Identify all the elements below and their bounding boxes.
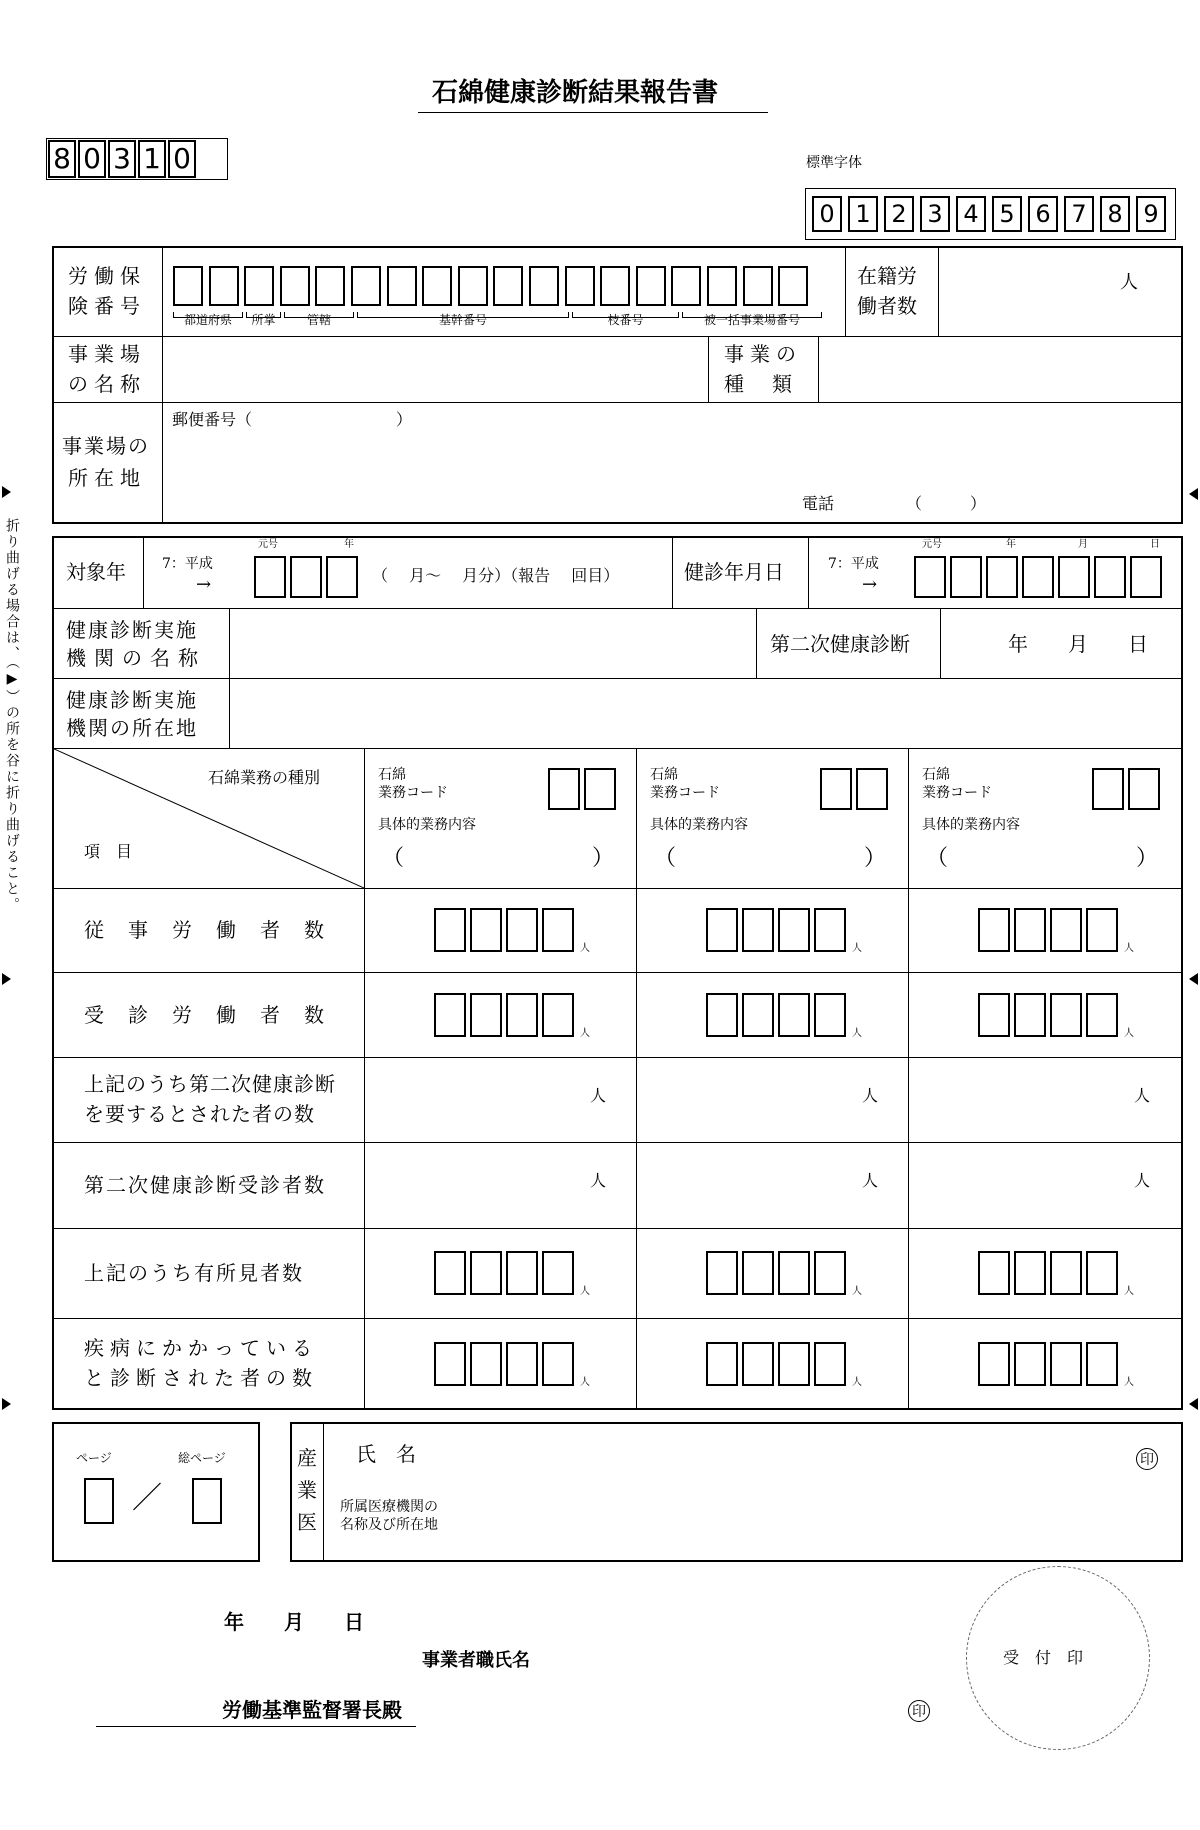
insurance-sub-label: 基幹番号 xyxy=(438,313,487,327)
work-code-digit-box[interactable] xyxy=(856,768,888,810)
exam-date-digit-box[interactable] xyxy=(986,556,1018,598)
fold-marker-right xyxy=(1189,488,1198,500)
count-digit-box[interactable] xyxy=(742,993,774,1037)
insurance-digit-box[interactable] xyxy=(636,266,666,306)
paren-open: （ xyxy=(926,846,949,871)
divider xyxy=(364,748,365,1410)
count-digit-box[interactable] xyxy=(1050,908,1082,952)
count-digit-box[interactable] xyxy=(1086,1342,1118,1386)
unit-person: 人 xyxy=(1124,1377,1134,1388)
work-detail-input[interactable] xyxy=(952,844,1132,876)
divider xyxy=(52,1318,1183,1319)
year-small: 年 xyxy=(1006,539,1016,550)
work-code-digit-box[interactable] xyxy=(548,768,580,810)
count-digit-box[interactable] xyxy=(778,1251,810,1295)
enrolled-workers-label: 在籍労 xyxy=(857,264,917,288)
standard-digit: 6 xyxy=(1028,196,1058,232)
work-detail-input[interactable] xyxy=(408,844,588,876)
work-code-label: 石綿 xyxy=(378,767,406,783)
work-code-label: 業務コード xyxy=(650,785,720,801)
count-digit-box[interactable] xyxy=(978,908,1010,952)
insurance-digit-box[interactable] xyxy=(493,266,523,306)
insurance-digit-box[interactable] xyxy=(600,266,630,306)
facility-name-input[interactable] xyxy=(231,610,754,676)
insurance-number-label: 労働保 xyxy=(68,264,146,288)
count-digit-box[interactable] xyxy=(778,1342,810,1386)
workplace-location-label: 事業場の xyxy=(62,434,150,458)
insurance-digit-box[interactable] xyxy=(209,266,239,306)
work-detail-input[interactable] xyxy=(680,844,860,876)
row-label: 受 診 労 働 者 数 xyxy=(84,1002,326,1027)
count-digit-box[interactable] xyxy=(506,908,538,952)
count-digit-box[interactable] xyxy=(506,993,538,1037)
fold-marker-left xyxy=(2,973,11,985)
count-digit-box[interactable] xyxy=(706,1342,738,1386)
row-label: 疾病にかかっている xyxy=(84,1336,318,1360)
work-code-label: 業務コード xyxy=(922,785,992,801)
work-code-digit-box[interactable] xyxy=(820,768,852,810)
unit-person: 人 xyxy=(862,1171,879,1190)
item-header: 項 目 xyxy=(84,842,133,861)
count-digit-box[interactable] xyxy=(470,908,502,952)
affiliation-input[interactable] xyxy=(470,1496,1170,1548)
unit-person: 人 xyxy=(1134,1085,1151,1105)
standard-digit: 9 xyxy=(1136,196,1166,232)
workplace-name-label: の名称 xyxy=(68,372,146,396)
affiliation-label: 所属医療機関の xyxy=(340,1499,438,1515)
postal-code-field[interactable]: 郵便番号（ ） xyxy=(172,410,413,429)
paren-close: ） xyxy=(1136,846,1159,871)
facility-address-label: 機関の所在地 xyxy=(66,716,198,740)
insurance-sub-label: 所掌 xyxy=(251,313,276,327)
facility-name-label: 健康診断実施 xyxy=(66,618,198,642)
era-note: 7：平成 xyxy=(828,556,879,572)
count-digit-box[interactable] xyxy=(542,1251,574,1295)
business-type-input[interactable] xyxy=(820,338,1180,400)
day-small: 日 xyxy=(1150,539,1160,550)
work-code-label: 業務コード xyxy=(378,785,448,801)
count-digit-box[interactable] xyxy=(542,908,574,952)
standard-digit: 7 xyxy=(1064,196,1094,232)
paren-close: ） xyxy=(864,846,887,871)
exam-date-label: 健診年月日 xyxy=(684,560,784,584)
insurance-digit-box[interactable] xyxy=(458,266,488,306)
insurance-digit-box[interactable] xyxy=(671,266,701,306)
unit-person: 人 xyxy=(580,1027,590,1039)
divider xyxy=(323,1422,324,1562)
unit-person: 人 xyxy=(1124,943,1134,954)
receipt-stamp-label: 受 付 印 xyxy=(1003,1648,1084,1667)
work-code-label: 石綿 xyxy=(650,767,678,783)
count-digit-box[interactable] xyxy=(1014,1342,1046,1386)
count-digit-box[interactable] xyxy=(434,1342,466,1386)
insurance-digit-box[interactable] xyxy=(244,266,274,306)
exam-date-digit-box[interactable] xyxy=(1094,556,1126,598)
unit-person: 人 xyxy=(580,1286,590,1297)
doctor-label: 業 xyxy=(297,1478,317,1502)
count-digit-box[interactable] xyxy=(742,908,774,952)
divider xyxy=(52,1057,1183,1058)
insurance-digit-box[interactable] xyxy=(707,266,737,306)
unit-person: 人 xyxy=(1134,1171,1151,1190)
divider xyxy=(940,608,941,678)
total-pages-input[interactable] xyxy=(192,1478,222,1524)
unit-person: 人 xyxy=(580,1377,590,1388)
count-digit-box[interactable] xyxy=(434,993,466,1037)
paren-open: （ xyxy=(382,846,405,871)
form-code-digit: 8 xyxy=(48,140,76,178)
facility-address-label: 健康診断実施 xyxy=(66,688,198,712)
count-digit-box[interactable] xyxy=(1086,1251,1118,1295)
count-digit-box[interactable] xyxy=(978,1251,1010,1295)
row-label: 従 事 労 働 者 数 xyxy=(84,918,326,942)
target-year-label: 対象年 xyxy=(66,560,126,584)
count-input[interactable] xyxy=(374,1152,594,1218)
divider xyxy=(143,536,144,608)
unit-person: 人 xyxy=(852,1377,862,1388)
insurance-digit-box[interactable] xyxy=(173,266,203,306)
row-label: と診断された者の数 xyxy=(84,1366,318,1390)
insurance-digit-box[interactable] xyxy=(422,266,452,306)
insurance-digit-box[interactable] xyxy=(351,266,381,306)
count-digit-box[interactable] xyxy=(978,1342,1010,1386)
divider xyxy=(845,246,846,336)
insurance-digit-box[interactable] xyxy=(529,266,559,306)
count-digit-box[interactable] xyxy=(1086,908,1118,952)
divider xyxy=(708,336,709,402)
workplace-name-label: 事業場 xyxy=(68,342,146,366)
count-digit-box[interactable] xyxy=(1050,1251,1082,1295)
fold-marker-right xyxy=(1189,1398,1198,1410)
work-code-digit-box[interactable] xyxy=(1128,768,1160,810)
count-input[interactable] xyxy=(918,1152,1128,1218)
work-detail-label: 具体的業務内容 xyxy=(922,817,1020,833)
form-code-digit: 1 xyxy=(138,140,166,178)
insurance-number-label: 険番号 xyxy=(68,294,146,318)
era-arrow: → xyxy=(196,574,212,595)
count-digit-box[interactable] xyxy=(1014,1251,1046,1295)
seal-mark: 印 xyxy=(1136,1448,1158,1470)
work-code-digit-box[interactable] xyxy=(1092,768,1124,810)
exam-date-digit-box[interactable] xyxy=(950,556,982,598)
month-small: 月 xyxy=(1078,539,1088,550)
divider xyxy=(52,608,1183,609)
page-label: ページ xyxy=(76,1451,112,1465)
page-number-input[interactable] xyxy=(84,1478,114,1524)
business-type-label: 種 類 xyxy=(724,372,796,396)
count-digit-box[interactable] xyxy=(742,1251,774,1295)
addressee-underline xyxy=(96,1726,416,1727)
enrolled-workers-input[interactable] xyxy=(940,248,1115,334)
standard-digit: 4 xyxy=(956,196,986,232)
form-code-digit: 0 xyxy=(78,140,106,178)
employer-seal-mark: 印 xyxy=(908,1700,930,1722)
unit-person: 人 xyxy=(1124,1286,1134,1297)
count-digit-box[interactable] xyxy=(814,1251,846,1295)
standard-digit: 2 xyxy=(884,196,914,232)
work-code-digit-box[interactable] xyxy=(584,768,616,810)
unit-person: 人 xyxy=(590,1171,607,1190)
doctor-name-label: 氏 名 xyxy=(356,1442,416,1466)
divider xyxy=(229,608,230,748)
exam-date-digit-box[interactable] xyxy=(914,556,946,598)
count-digit-box[interactable] xyxy=(1086,993,1118,1037)
count-input[interactable] xyxy=(646,1067,866,1132)
divider xyxy=(52,972,1183,973)
insurance-digit-box[interactable] xyxy=(280,266,310,306)
count-digit-box[interactable] xyxy=(1050,1342,1082,1386)
count-input[interactable] xyxy=(374,1067,594,1132)
business-type-label: 事業の xyxy=(724,342,802,366)
work-code-label: 石綿 xyxy=(922,767,950,783)
count-digit-box[interactable] xyxy=(470,993,502,1037)
standard-font-label: 標準字体 xyxy=(806,155,862,171)
second-exam-label: 第二次健康診断 xyxy=(770,632,910,656)
unit-person: 人 xyxy=(580,943,590,954)
divider xyxy=(162,246,163,524)
insurance-digit-box[interactable] xyxy=(743,266,773,306)
page-slash: ／ xyxy=(132,1481,162,1516)
count-digit-box[interactable] xyxy=(706,1251,738,1295)
affiliation-label: 名称及び所在地 xyxy=(340,1517,438,1533)
divider xyxy=(52,678,1183,679)
row-label: 上記のうち有所見者数 xyxy=(84,1261,304,1285)
insurance-digit-box[interactable] xyxy=(315,266,345,306)
year-small: 年 xyxy=(344,539,354,550)
divider xyxy=(938,246,939,336)
unit-person: 人 xyxy=(852,943,862,954)
count-digit-box[interactable] xyxy=(542,1342,574,1386)
count-digit-box[interactable] xyxy=(506,1251,538,1295)
employer-name-label: 事業者職氏名 xyxy=(422,1650,530,1671)
insurance-digit-box[interactable] xyxy=(387,266,417,306)
row-label: 上記のうち第二次健康診断 xyxy=(84,1071,336,1096)
target-year-digit-box[interactable] xyxy=(290,556,322,598)
second-exam-date[interactable]: 年 月 日 xyxy=(1008,632,1148,656)
insurance-sub-label: 枝番号 xyxy=(607,313,644,327)
title-underline xyxy=(418,112,768,113)
standard-digit: 1 xyxy=(848,196,878,232)
enrolled-workers-label: 働者数 xyxy=(857,294,917,318)
standard-digit: 5 xyxy=(992,196,1022,232)
form-code-frame xyxy=(46,138,228,180)
paren-close: ） xyxy=(592,846,615,871)
total-pages-label: 総ページ xyxy=(178,1451,226,1465)
insurance-sub-label: 管轄 xyxy=(306,313,331,327)
fold-note: 折り曲げる場合は、（▶）の所を谷に折り曲げること。 xyxy=(4,518,20,913)
doctor-name-input[interactable] xyxy=(440,1436,1120,1472)
divider xyxy=(52,1142,1183,1143)
count-input[interactable] xyxy=(646,1152,866,1218)
facility-name-label: 機関の名称 xyxy=(66,646,206,670)
era-note: 7：平成 xyxy=(162,556,213,572)
standard-digit: 3 xyxy=(920,196,950,232)
era-small: 元号 xyxy=(922,539,942,550)
unit-person: 人 xyxy=(852,1027,862,1039)
count-digit-box[interactable] xyxy=(434,1251,466,1295)
report-date[interactable]: 年 月 日 xyxy=(224,1610,364,1634)
report-period[interactable]: （ 月～ 月分）（報告 回目） xyxy=(372,566,620,585)
divider xyxy=(818,336,819,402)
paren-open: （ xyxy=(654,846,677,871)
count-digit-box[interactable] xyxy=(706,993,738,1037)
facility-address-input[interactable] xyxy=(231,680,1181,746)
exam-date-digit-box[interactable] xyxy=(1130,556,1162,598)
count-digit-box[interactable] xyxy=(814,908,846,952)
fold-marker-right xyxy=(1189,973,1198,985)
work-detail-label: 具体的業務内容 xyxy=(378,817,476,833)
count-digit-box[interactable] xyxy=(506,1342,538,1386)
count-digit-box[interactable] xyxy=(434,908,466,952)
divider xyxy=(908,748,909,1410)
count-digit-box[interactable] xyxy=(778,993,810,1037)
count-digit-box[interactable] xyxy=(1014,993,1046,1037)
insurance-sub-label: 被一括事業場番号 xyxy=(703,313,800,327)
divider xyxy=(672,536,673,608)
divider xyxy=(52,402,1183,403)
era-arrow: → xyxy=(862,574,878,595)
count-digit-box[interactable] xyxy=(470,1342,502,1386)
exam-date-digit-box[interactable] xyxy=(1058,556,1090,598)
addressee: 労働基準監督署長殿 xyxy=(222,1698,402,1722)
era-small: 元号 xyxy=(258,539,278,550)
divider xyxy=(756,608,757,678)
count-digit-box[interactable] xyxy=(542,993,574,1037)
standard-digit: 8 xyxy=(1100,196,1130,232)
insurance-digit-box[interactable] xyxy=(565,266,595,306)
divider xyxy=(52,336,1183,337)
count-digit-box[interactable] xyxy=(814,993,846,1037)
standard-digit: 0 xyxy=(812,196,842,232)
count-input[interactable] xyxy=(918,1067,1128,1132)
work-detail-label: 具体的業務内容 xyxy=(650,817,748,833)
divider xyxy=(52,1228,1183,1229)
form-code-digit: 3 xyxy=(108,140,136,178)
insurance-sub-label: 都道府県 xyxy=(183,313,232,327)
fold-marker-left xyxy=(2,486,11,498)
target-year-digit-box[interactable] xyxy=(254,556,286,598)
insurance-digit-box[interactable] xyxy=(778,266,808,306)
count-digit-box[interactable] xyxy=(706,908,738,952)
work-type-header: 石綿業務の種別 xyxy=(208,768,321,787)
page-title: 石綿健康診断結果報告書 xyxy=(432,78,719,108)
count-digit-box[interactable] xyxy=(470,1251,502,1295)
employer-name-input[interactable] xyxy=(560,1646,890,1676)
doctor-label: 医 xyxy=(297,1510,317,1534)
exam-date-digit-box[interactable] xyxy=(1022,556,1054,598)
phone-field[interactable]: 電話 （ ） xyxy=(802,494,987,513)
count-digit-box[interactable] xyxy=(978,993,1010,1037)
count-digit-box[interactable] xyxy=(1014,908,1046,952)
row-label: を要するとされた者の数 xyxy=(84,1101,315,1126)
count-digit-box[interactable] xyxy=(814,1342,846,1386)
row-label: 第二次健康診断受診者数 xyxy=(84,1173,326,1197)
divider xyxy=(636,748,637,1410)
form-code-digit: 0 xyxy=(168,140,196,178)
count-digit-box[interactable] xyxy=(742,1342,774,1386)
unit-person: 人 xyxy=(852,1286,862,1297)
unit-person: 人 xyxy=(590,1085,607,1105)
unit-person: 人 xyxy=(1124,1027,1134,1039)
count-digit-box[interactable] xyxy=(778,908,810,952)
target-year-digit-box[interactable] xyxy=(326,556,358,598)
unit-person: 人 xyxy=(862,1085,879,1105)
workplace-name-input[interactable] xyxy=(164,338,706,400)
count-digit-box[interactable] xyxy=(1050,993,1082,1037)
divider xyxy=(52,888,1183,889)
fold-marker-left xyxy=(2,1398,11,1410)
divider xyxy=(808,536,809,608)
unit-person: 人 xyxy=(1120,272,1138,293)
workplace-location-label: 所在地 xyxy=(68,466,146,490)
doctor-label: 産 xyxy=(297,1446,317,1470)
